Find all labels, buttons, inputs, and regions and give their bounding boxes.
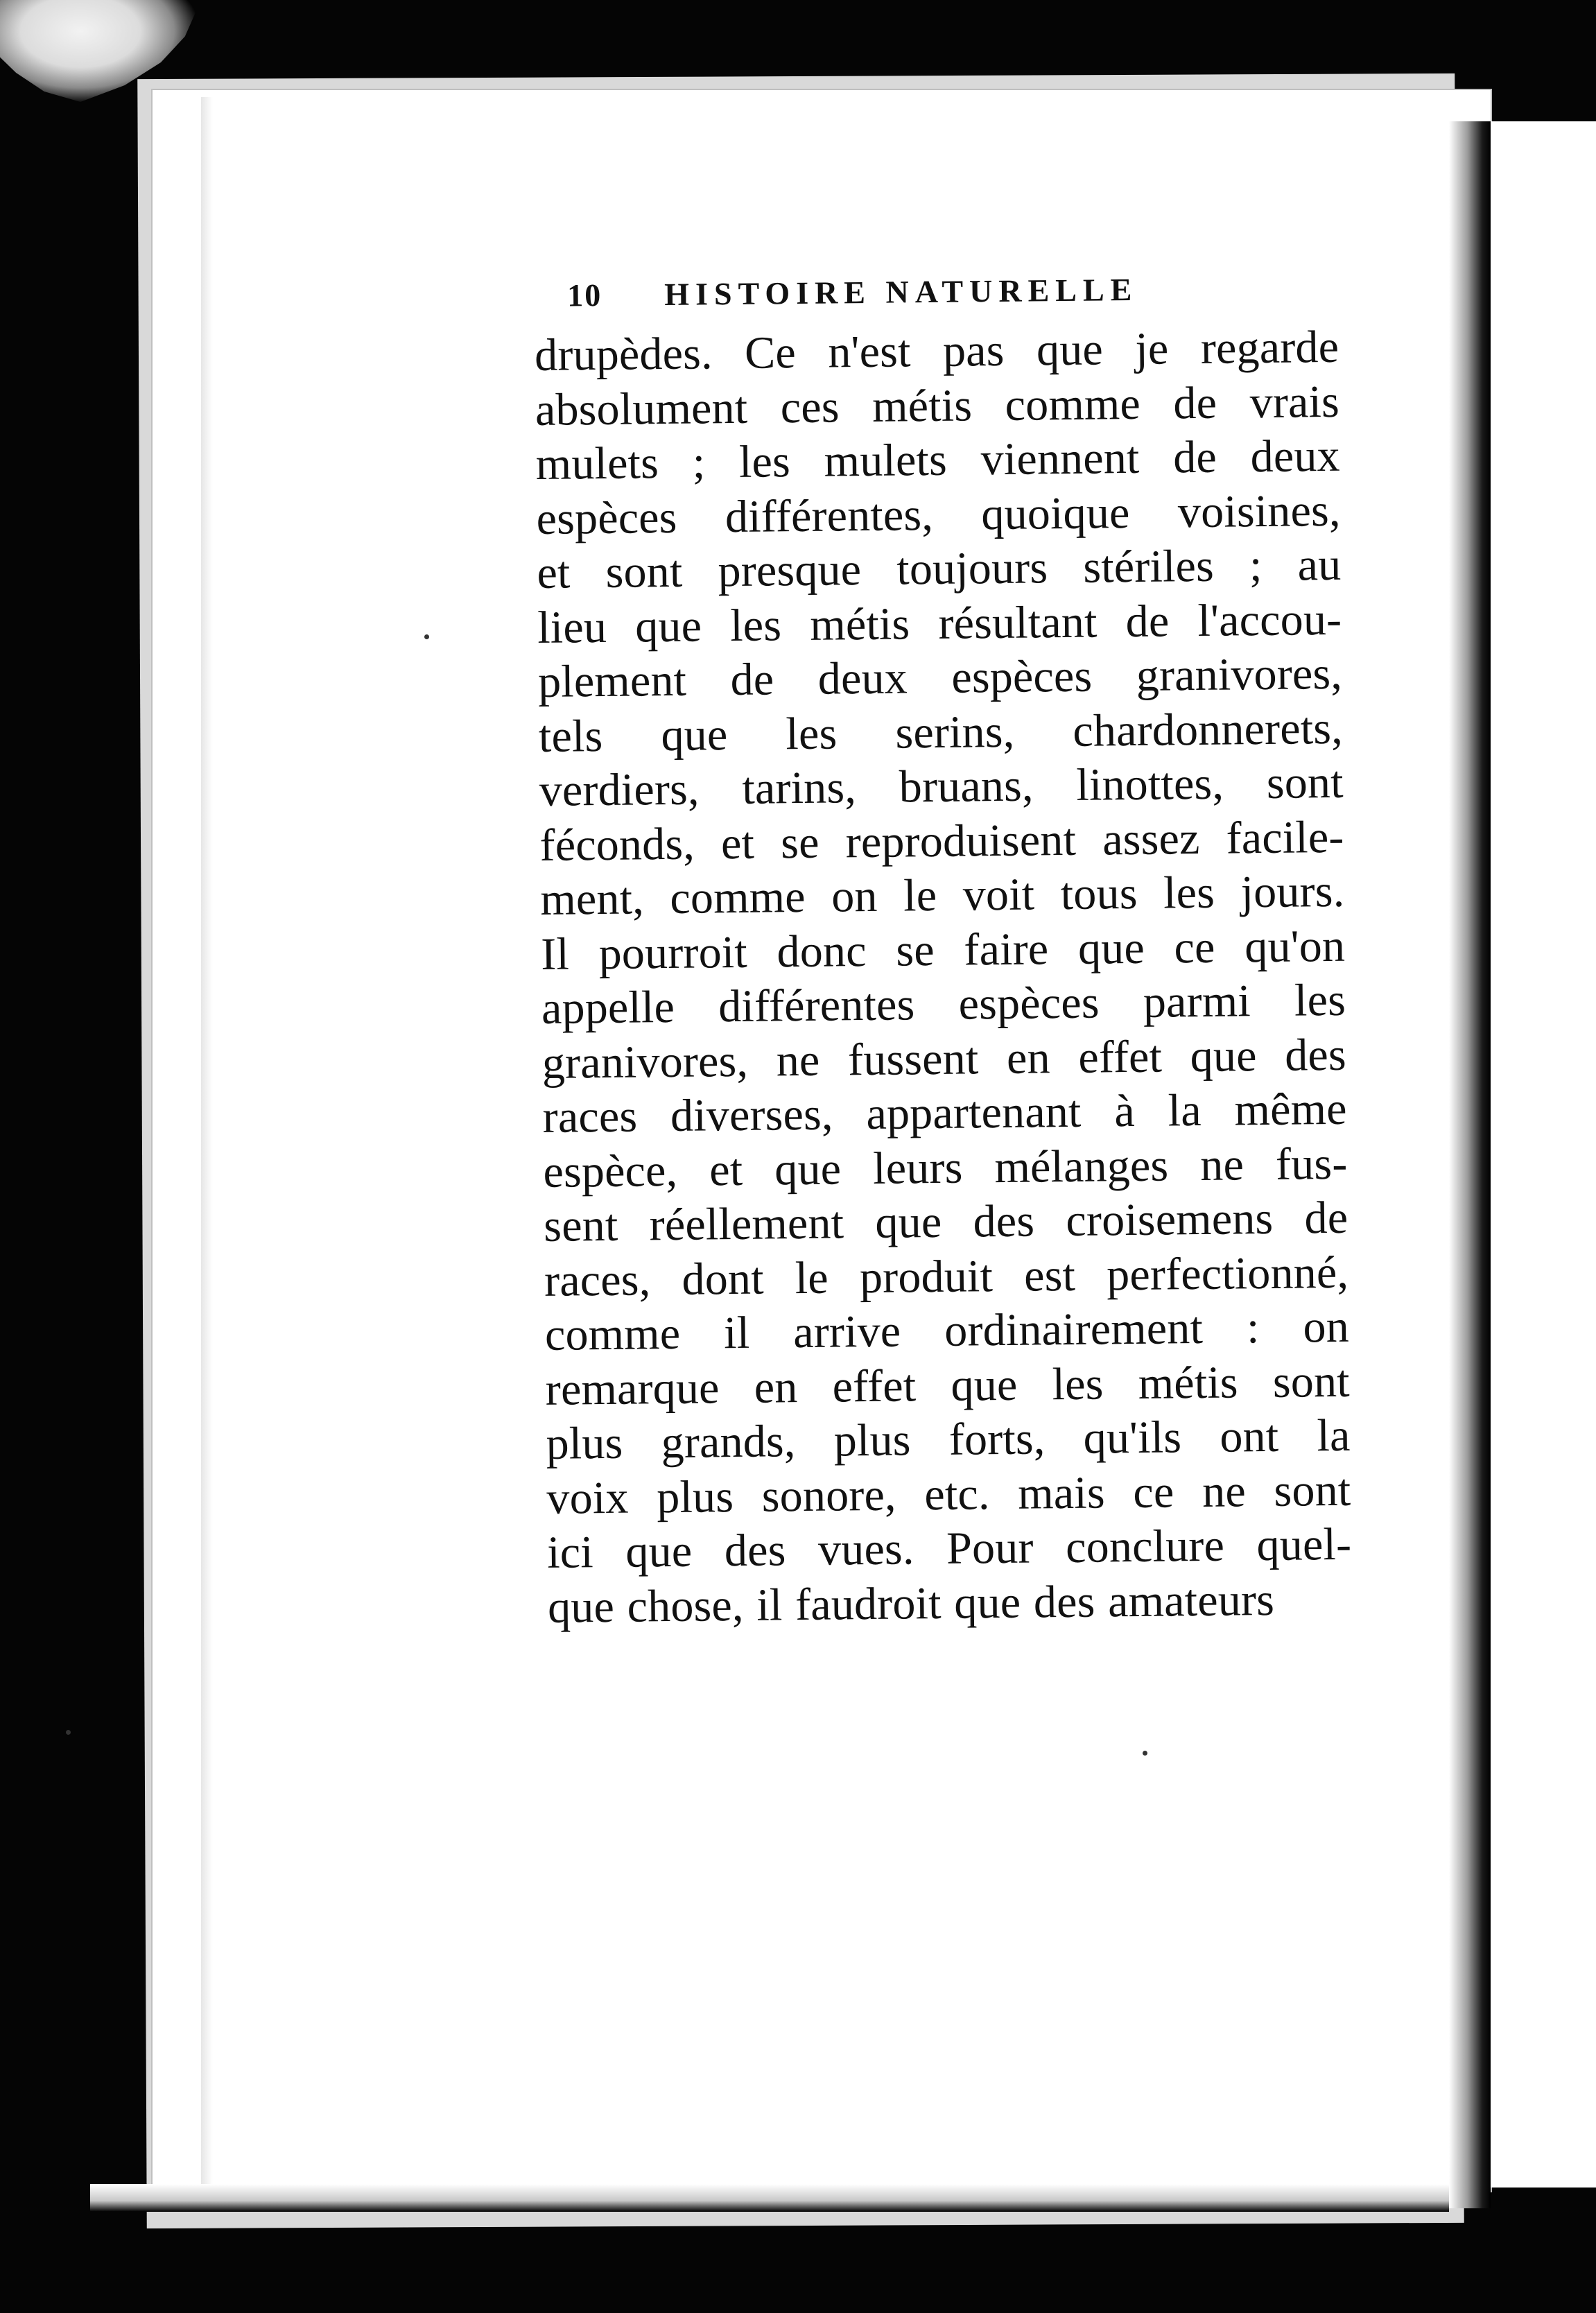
- facing-page-edge: [1491, 121, 1596, 2188]
- text-line: plement de deux espèces granivores,: [537, 648, 1343, 707]
- text-line: que chose, il faudroit que des amateurs: [547, 1574, 1275, 1633]
- page-left-fold: [201, 97, 220, 2191]
- text-line: et sont presque toujours stériles ; au: [537, 539, 1342, 598]
- text-line: races diverses, appartenant à la même: [542, 1083, 1348, 1143]
- text-line: espèces différentes, quoique voisines,: [536, 485, 1341, 544]
- text-line: comme il arrive ordinairement : on: [544, 1301, 1350, 1360]
- running-head: [567, 269, 1339, 322]
- text-line: remarque en effet que les métis sont: [545, 1355, 1351, 1415]
- text-line: mulets ; les mulets viennent de deux: [535, 430, 1341, 490]
- text-line: sent réellement que des croisemens de: [543, 1192, 1348, 1251]
- text-line: espèce, et que leurs mélanges ne fus-: [543, 1138, 1348, 1197]
- page-number: 10: [567, 277, 602, 313]
- page-bottom-edge: [90, 2184, 1449, 2212]
- text-line: Il pourroit donc se faire que ce qu'on: [540, 920, 1346, 980]
- paper-speck: [424, 634, 429, 639]
- page-text-block: [534, 269, 1353, 1733]
- text-line: drupèdes. Ce n'est pas que je regarde: [534, 321, 1339, 381]
- book-gutter-shadow: [1449, 121, 1491, 2208]
- text-line: absolument ces métis comme de vrais: [535, 376, 1340, 435]
- running-head-title: HISTOIRE NATURELLE: [664, 271, 1138, 313]
- text-line: races, dont le produit est perfectionné,: [544, 1247, 1349, 1306]
- text-line: tels que les serins, chardonnerets,: [538, 702, 1344, 762]
- text-line: féconds, et se reproduisent assez facile-: [539, 811, 1344, 871]
- text-line: appelle différentes espèces parmi les: [541, 974, 1346, 1034]
- text-line: plus grands, plus forts, qu'ils ont la: [546, 1410, 1351, 1469]
- text-line: granivores, ne fussent en effet que des: [541, 1029, 1347, 1089]
- text-line: lieu que les métis résultant de l'accou-: [537, 594, 1342, 653]
- text-line: ici que des vues. Pour conclure quel-: [546, 1518, 1352, 1578]
- paper-speck: [66, 1730, 71, 1735]
- paper-speck: [1143, 1751, 1147, 1756]
- text-line: ment, comme on le voit tous les jours.: [540, 865, 1345, 925]
- text-line: verdiers, tarins, bruans, linottes, sont: [539, 756, 1344, 816]
- text-line: voix plus sonore, etc. mais ce ne sont: [546, 1464, 1351, 1524]
